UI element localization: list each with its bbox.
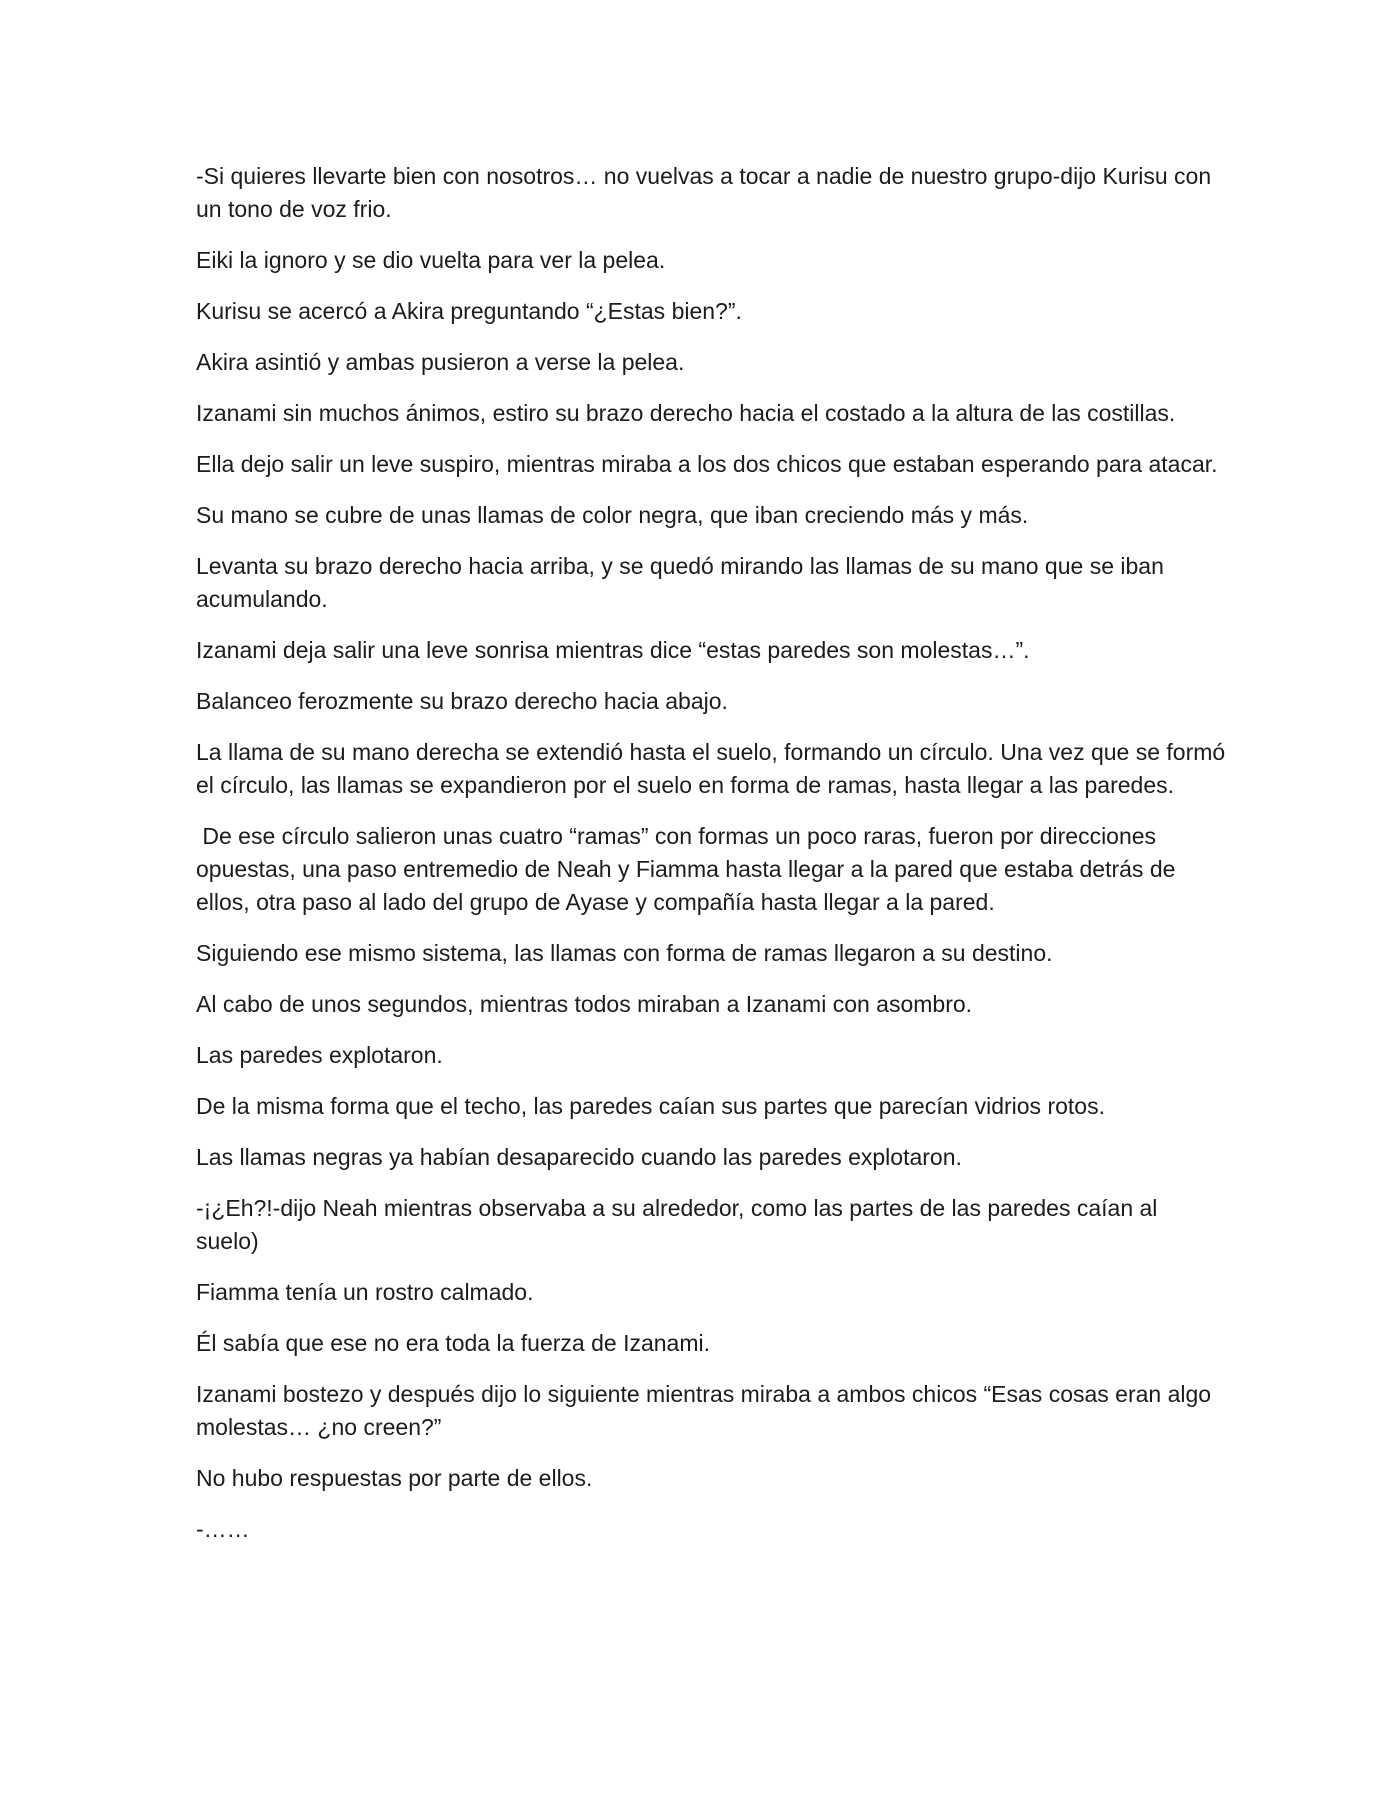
paragraph: La llama de su mano derecha se extendió hasta el suelo, formando un círculo. Una vez que se formó el círculo, las llamas se expandieron por el suelo en forma de ramas, hasta llegar a las paredes. xyxy=(196,739,1232,798)
paragraph: De ese círculo salieron unas cuatro “ramas” con formas un poco raras, fueron por direcciones opuestas, una paso entremedio de Neah y Fiamma hasta llegar a la pared que estaba detrás de ellos, otra paso al lado del grupo de Ayase y compañía hasta llegar a la pared. xyxy=(196,823,1182,915)
paragraph: De la misma forma que el techo, las paredes caían sus partes que parecían vidrios rotos. xyxy=(196,1093,1105,1119)
paragraph: Las paredes explotaron. xyxy=(196,1042,443,1068)
paragraph: Ella dejo salir un leve suspiro, mientras miraba a los dos chicos que estaban esperando para atacar. xyxy=(196,451,1218,477)
paragraph: Al cabo de unos segundos, mientras todos miraban a Izanami con asombro. xyxy=(196,991,973,1017)
paragraph: Eiki la ignoro y se dio vuelta para ver la pelea. xyxy=(196,247,666,273)
paragraph: Akira asintió y ambas pusieron a verse la pelea. xyxy=(196,349,685,375)
paragraph: -Si quieres llevarte bien con nosotros… no vuelvas a tocar a nadie de nuestro grupo-dijo Kurisu con un tono de voz frio. xyxy=(196,163,1218,222)
paragraph: Balanceo ferozmente su brazo derecho hacia abajo. xyxy=(196,688,728,714)
paragraph: Levanta su brazo derecho hacia arriba, y se quedó mirando las llamas de su mano que se iban acumulando. xyxy=(196,553,1171,612)
paragraph: No hubo respuestas por parte de ellos. xyxy=(196,1465,593,1491)
document-body xyxy=(196,160,1232,1564)
paragraph: Las llamas negras ya habían desaparecido cuando las paredes explotaron. xyxy=(196,1144,962,1170)
paragraph: Izanami deja salir una leve sonrisa mientras dice “estas paredes son molestas…”. xyxy=(196,637,1030,663)
paragraph: Él sabía que ese no era toda la fuerza de Izanami. xyxy=(196,1330,710,1356)
paragraph: Izanami sin muchos ánimos, estiro su brazo derecho hacia el costado a la altura de las costillas. xyxy=(196,400,1176,426)
paragraph: Siguiendo ese mismo sistema, las llamas con forma de ramas llegaron a su destino. xyxy=(196,940,1053,966)
paragraph: -…… xyxy=(196,1516,250,1542)
paragraph: -¡¿Eh?!-dijo Neah mientras observaba a su alrededor, como las partes de las paredes caían al suelo) xyxy=(196,1195,1164,1254)
paragraph: Su mano se cubre de unas llamas de color negra, que iban creciendo más y más. xyxy=(196,502,1029,528)
paragraph: Fiamma tenía un rostro calmado. xyxy=(196,1279,534,1305)
paragraph: Kurisu se acercó a Akira preguntando “¿Estas bien?”. xyxy=(196,298,742,324)
paragraph: Izanami bostezo y después dijo lo siguiente mientras miraba a ambos chicos “Esas cosas eran algo molestas… ¿no creen?” xyxy=(196,1381,1218,1440)
